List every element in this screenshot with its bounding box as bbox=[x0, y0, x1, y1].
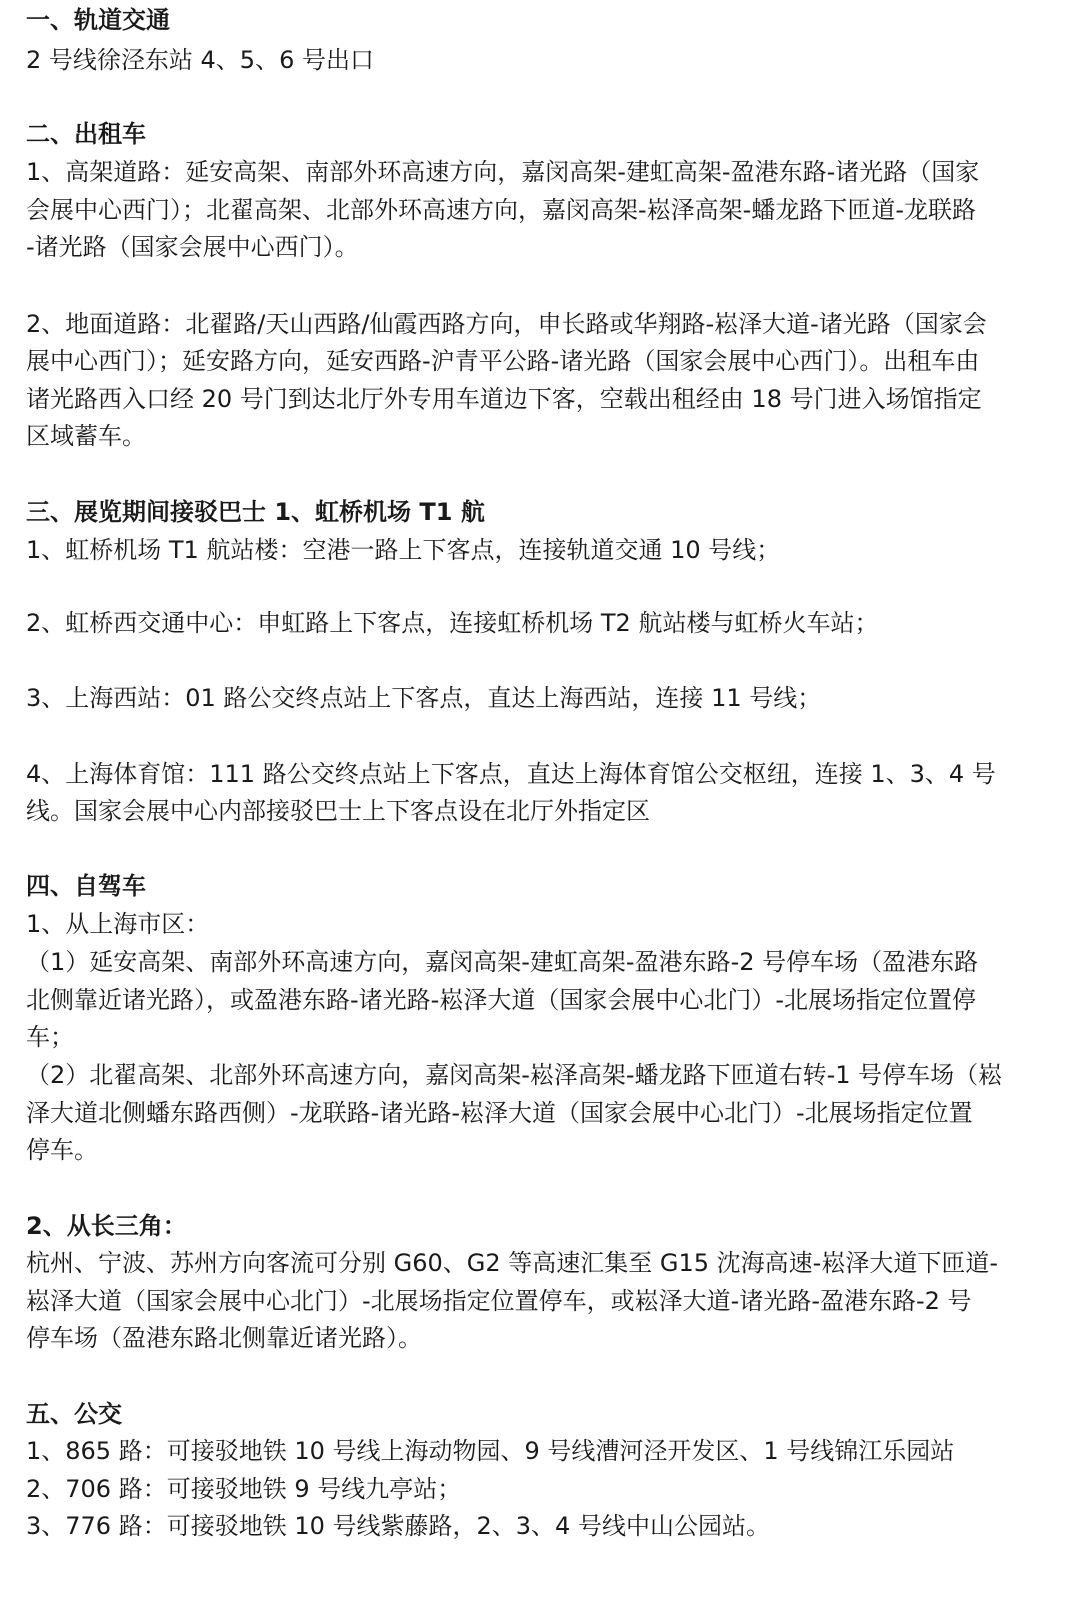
bus-line-2: 2、706 路：可接驳地铁 9 号线九亭站； bbox=[26, 1475, 462, 1503]
self-drive-sub1-p1-line-1: （1）延安高架、南部外环高速方向，嘉闵高架-建虹高架-盈港东路-2 号停车场（盈港东路 bbox=[26, 948, 979, 976]
shuttle-item-1: 1、虹桥机场 T1 航站楼：空港一路上下客点，连接轨道交通 10 号线； bbox=[26, 536, 781, 564]
section-heading-bus: 五、公交 bbox=[26, 1400, 122, 1428]
self-drive-sub1-p2-line-1: （2）北翟高架、北部外环高速方向，嘉闵高架-崧泽高架-蟠龙路下匝道右转-1 号停车场（崧 bbox=[26, 1061, 1003, 1089]
section-heading-taxi: 二、出租车 bbox=[26, 120, 146, 148]
shuttle-item-4-line-1: 4、上海体育馆：111 路公交终点站上下客点，直达上海体育馆公交枢纽，连接 1、3、4 号 bbox=[26, 760, 996, 788]
self-drive-sub2-line-3: 停车场（盈港东路北侧靠近诸光路）。 bbox=[26, 1324, 422, 1352]
section-heading-self-drive: 四、自驾车 bbox=[26, 872, 146, 900]
shuttle-item-4-line-2: 线。国家会展中心内部接驳巴士上下客点设在北厅外指定区 bbox=[26, 797, 650, 825]
section-heading-rail: 一、轨道交通 bbox=[26, 6, 170, 34]
self-drive-sub1-title: 1、从上海市区： bbox=[26, 910, 210, 938]
shuttle-item-2: 2、虹桥西交通中心：申虹路上下客点，连接虹桥机场 T2 航站楼与虹桥火车站； bbox=[26, 609, 879, 637]
bus-line-3: 3、776 路：可接驳地铁 10 号线紫藤路，2、3、4 号线中山公园站。 bbox=[26, 1512, 770, 1540]
rail-line: 2 号线徐泾东站 4、5、6 号出口 bbox=[26, 46, 374, 74]
self-drive-sub1-p2-line-3: 停车。 bbox=[26, 1136, 98, 1164]
self-drive-sub2-line-1: 杭州、宁波、苏州方向客流可分别 G60、G2 等高速汇集至 G15 沈海高速-崧泽大道下匝道- bbox=[26, 1249, 998, 1277]
taxi-ground-line-4: 区域蓄车。 bbox=[26, 422, 146, 450]
section-heading-shuttle: 三、展览期间接驳巴士 1、虹桥机场 T1 航 bbox=[26, 498, 485, 526]
taxi-elevated-line-2: 会展中心西门）；北翟高架、北部外环高速方向，嘉闵高架-崧泽高架-蟠龙路下匝道-龙联路 bbox=[26, 196, 976, 224]
self-drive-sub1-p1-line-2: 北侧靠近诸光路），或盈港东路-诸光路-崧泽大道（国家会展中心北门）-北展场指定位置停 bbox=[26, 986, 976, 1014]
taxi-elevated-line-1: 1、高架道路：延安高架、南部外环高速方向，嘉闵高架-建虹高架-盈港东路-诸光路（国家 bbox=[26, 158, 980, 186]
bus-line-1: 1、865 路：可接驳地铁 10 号线上海动物园、9 号线漕河泾开发区、1 号线锦江乐园站 bbox=[26, 1437, 955, 1465]
shuttle-item-3: 3、上海西站：01 路公交终点站上下客点，直达上海西站，连接 11 号线； bbox=[26, 684, 822, 712]
self-drive-sub1-p1-line-3: 车； bbox=[26, 1023, 74, 1051]
self-drive-sub2-title: 2、从长三角： bbox=[26, 1212, 187, 1240]
self-drive-sub2-line-2: 崧泽大道（国家会展中心北门）-北展场指定位置停车，或崧泽大道-诸光路-盈港东路-2 号 bbox=[26, 1287, 972, 1315]
taxi-ground-line-2: 展中心西门）；延安路方向，延安西路-沪青平公路-诸光路（国家会展中心西门）。出租车由 bbox=[26, 347, 980, 375]
taxi-ground-line-1: 2、地面道路：北翟路/天山西路/仙霞西路方向，申长路或华翔路-崧泽大道-诸光路（国家会 bbox=[26, 310, 987, 338]
self-drive-sub1-p2-line-2: 泽大道北侧蟠东路西侧）-龙联路-诸光路-崧泽大道（国家会展中心北门）-北展场指定位置 bbox=[26, 1099, 973, 1127]
taxi-elevated-line-3: -诸光路（国家会展中心西门）。 bbox=[26, 233, 359, 261]
taxi-ground-line-3: 诸光路西入口经 20 号门到达北厅外专用车道边下客，空载出租经由 18 号门进入场馆指定 bbox=[26, 385, 982, 413]
